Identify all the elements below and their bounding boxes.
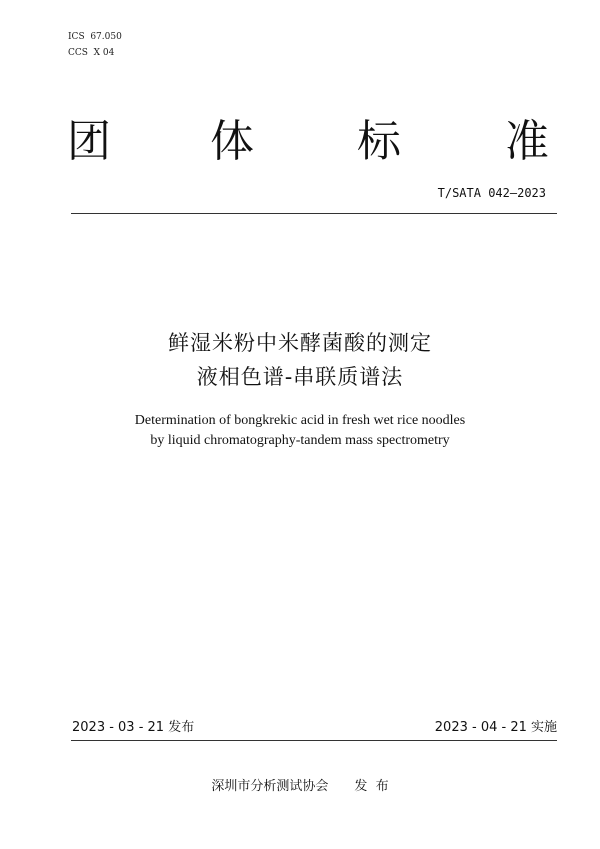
standard-type-char-4: 准 <box>505 116 549 167</box>
implement-date: 2023 - 04 - 21 实施 <box>434 720 557 735</box>
chinese-title <box>0 326 600 394</box>
ccs-code: CCS X 04 <box>68 48 115 58</box>
standard-number: T/SATA 042—2023 <box>437 186 546 200</box>
issuer-organization: 深圳市分析测试协会 <box>211 779 329 794</box>
chinese-title-line-2: 液相色谱-串联质谱法 <box>196 365 404 389</box>
classification-codes <box>68 29 122 61</box>
publish-date: 2023 - 03 - 21 发布 <box>72 720 195 735</box>
english-title-line-1: Determination of bongkrekic acid in fresh wet rice noodles <box>134 413 466 428</box>
bottom-divider <box>71 740 557 741</box>
standard-type-char-2: 体 <box>210 116 254 167</box>
standard-type-heading <box>0 114 600 174</box>
top-divider <box>71 213 557 214</box>
standard-type-char-3: 标 <box>357 116 401 167</box>
standard-type-char-1: 团 <box>67 116 111 167</box>
english-title <box>0 411 600 451</box>
chinese-title-line-1: 鲜湿米粉中米酵菌酸的测定 <box>168 331 432 355</box>
english-title-line-2: by liquid chromatography-tandem mass spectrometry <box>150 433 450 448</box>
issuer-action: 发 布 <box>354 779 389 794</box>
issuer-line <box>0 775 600 794</box>
ics-code: ICS 67.050 <box>68 32 122 42</box>
